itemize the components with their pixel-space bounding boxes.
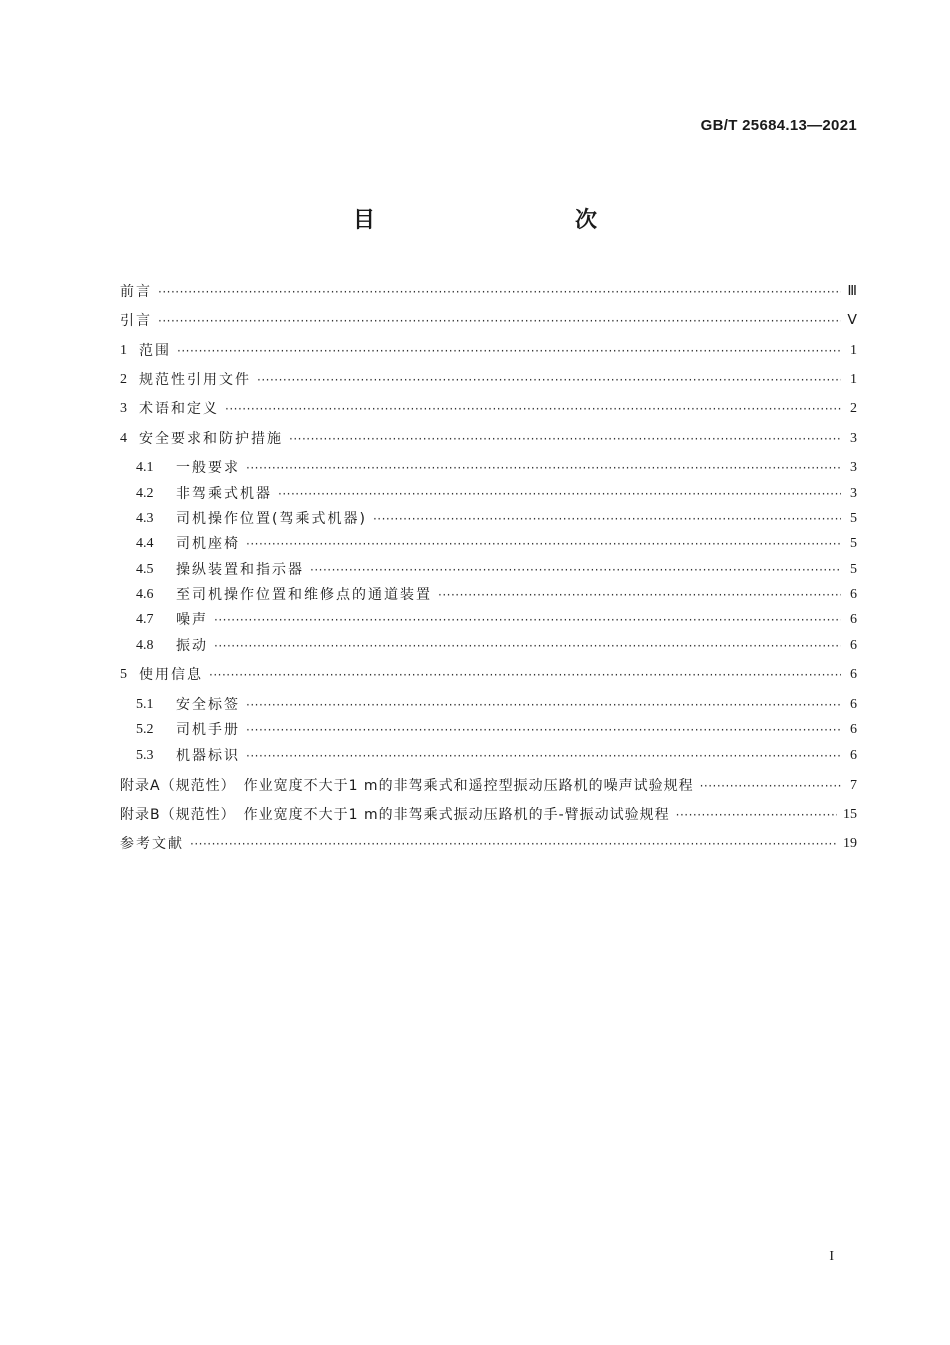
toc-label: 司机座椅 bbox=[176, 536, 240, 552]
toc-page: 19 bbox=[843, 836, 857, 851]
leader-dots bbox=[158, 281, 841, 303]
toc-label: 司机操作位置(驾乘式机器) bbox=[176, 511, 367, 527]
toc-number: 4.4 bbox=[136, 536, 154, 551]
toc-label: 噪声 bbox=[176, 612, 208, 628]
toc-number: 4.6 bbox=[136, 587, 154, 602]
leader-dots bbox=[190, 833, 837, 855]
toc-number: 4.3 bbox=[136, 511, 154, 526]
toc-page: 15 bbox=[843, 807, 857, 822]
toc-label: 范围 bbox=[139, 343, 171, 359]
leader-dots bbox=[209, 664, 841, 686]
toc-entry-5[interactable] bbox=[120, 662, 857, 686]
toc-entry-annex-b[interactable] bbox=[120, 802, 857, 826]
toc-page: 6 bbox=[850, 638, 857, 653]
toc-entry-4-5[interactable] bbox=[136, 557, 857, 581]
page-number: I bbox=[829, 1249, 834, 1264]
toc-page: 6 bbox=[850, 587, 857, 602]
toc-entry-introduction[interactable] bbox=[120, 308, 857, 332]
toc-entry-5-2[interactable] bbox=[136, 717, 857, 741]
toc-label: 参考文献 bbox=[120, 836, 184, 852]
toc-label: 引言 bbox=[120, 313, 152, 329]
toc-page: 6 bbox=[850, 667, 857, 682]
toc-label: 机器标识 bbox=[176, 748, 240, 764]
page-title: 目 次 bbox=[352, 208, 649, 233]
toc-number: 4.5 bbox=[136, 562, 154, 577]
toc-number: 3 bbox=[120, 401, 127, 416]
leader-dots bbox=[373, 508, 841, 530]
leader-dots bbox=[246, 533, 841, 555]
toc-label: 安全标签 bbox=[176, 697, 240, 713]
leader-dots bbox=[246, 457, 841, 479]
toc-label: 司机手册 bbox=[176, 722, 240, 738]
leader-dots bbox=[158, 310, 841, 332]
toc-number: 4.7 bbox=[136, 612, 154, 627]
toc-page: 1 bbox=[850, 343, 857, 358]
toc-entry-1[interactable] bbox=[120, 338, 857, 362]
toc-page: 2 bbox=[850, 401, 857, 416]
toc-number: 5 bbox=[120, 667, 127, 682]
leader-dots bbox=[278, 483, 841, 505]
leader-dots bbox=[310, 559, 841, 581]
toc-number: 2 bbox=[120, 372, 127, 387]
toc-number: 1 bbox=[120, 343, 127, 358]
leader-dots bbox=[289, 428, 841, 450]
toc-page: 6 bbox=[850, 722, 857, 737]
toc-page: 7 bbox=[850, 778, 857, 793]
toc-entry-foreword[interactable] bbox=[120, 279, 857, 303]
toc-page: 3 bbox=[850, 460, 857, 475]
toc-page: Ⅴ bbox=[847, 313, 857, 328]
toc-entry-annex-a[interactable] bbox=[120, 773, 857, 797]
toc-entry-5-1[interactable] bbox=[136, 692, 857, 716]
toc-label: 术语和定义 bbox=[139, 401, 219, 417]
toc-label: 至司机操作位置和维修点的通道装置 bbox=[176, 587, 432, 603]
toc-entry-bibliography[interactable] bbox=[120, 831, 857, 855]
toc-entry-4-7[interactable] bbox=[136, 607, 857, 631]
toc-page: 5 bbox=[850, 511, 857, 526]
document-code: GB/T 25684.13—2021 bbox=[700, 117, 857, 134]
toc-page: 6 bbox=[850, 612, 857, 627]
toc-page: 6 bbox=[850, 697, 857, 712]
leader-dots bbox=[700, 775, 841, 797]
toc-entry-2[interactable] bbox=[120, 367, 857, 391]
toc-entry-4-3[interactable] bbox=[136, 506, 857, 530]
toc-label: 振动 bbox=[176, 638, 208, 654]
toc-label: 附录A（规范性） 作业宽度不大于1 m的非驾乘式和遥控型振动压路机的噪声试验规程 bbox=[120, 778, 694, 794]
toc-label: 附录B（规范性） 作业宽度不大于1 m的非驾乘式振动压路机的手-臂振动试验规程 bbox=[120, 807, 670, 823]
toc-entry-4-2[interactable] bbox=[136, 481, 857, 505]
leader-dots bbox=[676, 804, 837, 826]
toc-number: 5.1 bbox=[136, 697, 154, 712]
toc-label: 非驾乘式机器 bbox=[176, 486, 272, 502]
toc-label: 一般要求 bbox=[176, 460, 240, 476]
toc-entry-3[interactable] bbox=[120, 396, 857, 420]
toc-page: 3 bbox=[850, 486, 857, 501]
toc-label: 规范性引用文件 bbox=[139, 372, 251, 388]
toc-entry-4-6[interactable] bbox=[136, 582, 857, 606]
leader-dots bbox=[214, 635, 841, 657]
toc-page: Ⅲ bbox=[847, 284, 857, 299]
toc-number: 4.1 bbox=[136, 460, 154, 475]
toc-number: 4.8 bbox=[136, 638, 154, 653]
leader-dots bbox=[246, 719, 841, 741]
leader-dots bbox=[177, 340, 841, 362]
toc-entry-4-1[interactable] bbox=[136, 455, 857, 479]
toc-label: 安全要求和防护措施 bbox=[139, 431, 283, 447]
toc-page: 5 bbox=[850, 562, 857, 577]
toc-page: 1 bbox=[850, 372, 857, 387]
toc-number: 5.3 bbox=[136, 748, 154, 763]
toc-label: 前言 bbox=[120, 284, 152, 300]
leader-dots bbox=[438, 584, 841, 606]
toc-entry-4-4[interactable] bbox=[136, 531, 857, 555]
leader-dots bbox=[214, 609, 841, 631]
toc-page: 6 bbox=[850, 748, 857, 763]
toc-number: 4 bbox=[120, 431, 127, 446]
toc-page: 3 bbox=[850, 431, 857, 446]
toc-page: 5 bbox=[850, 536, 857, 551]
toc-entry-4[interactable] bbox=[120, 426, 857, 450]
toc-number: 5.2 bbox=[136, 722, 154, 737]
toc-entry-4-8[interactable] bbox=[136, 633, 857, 657]
toc-entry-5-3[interactable] bbox=[136, 743, 857, 767]
toc-label: 操纵装置和指示器 bbox=[176, 562, 304, 578]
leader-dots bbox=[225, 398, 841, 420]
toc-number: 4.2 bbox=[136, 486, 154, 501]
leader-dots bbox=[246, 745, 841, 767]
leader-dots bbox=[246, 694, 841, 716]
toc-label: 使用信息 bbox=[139, 667, 203, 683]
leader-dots bbox=[257, 369, 841, 391]
